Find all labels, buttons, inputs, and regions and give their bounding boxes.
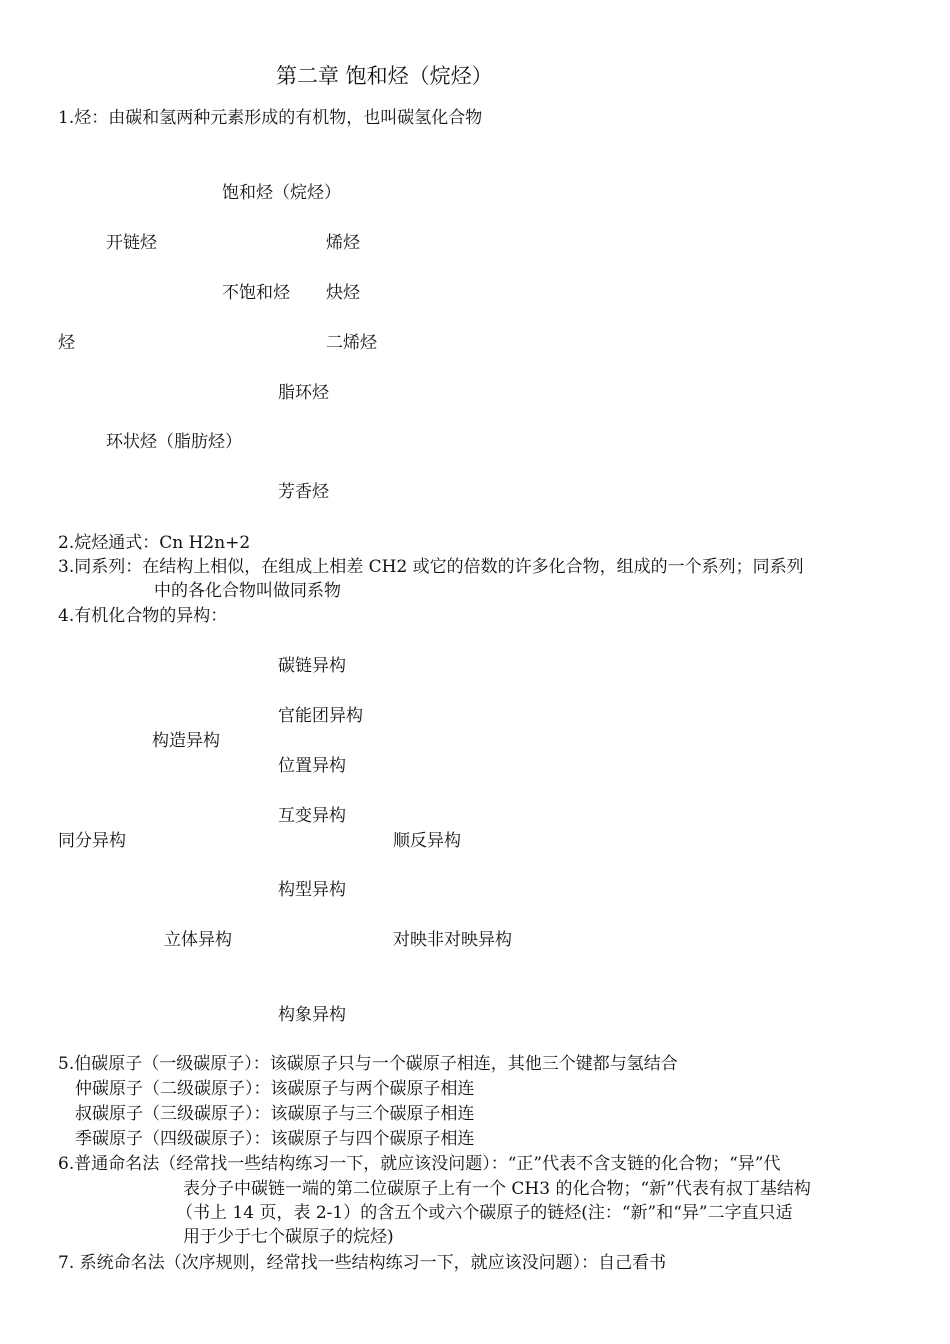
tree1-aromatic: 芳香烃 (278, 482, 329, 502)
tree2-stereo: 立体异构 (164, 930, 232, 950)
section-7-systematic-nomenclature: 7. 系统命名法（次序规则，经常找一些结构练习一下，就应该没问题）：自己看书 (58, 1253, 667, 1273)
section-6-line-2: 表分子中碳链一端的第二位碳原子上有一个 CH3 的化合物；“新”代表有叔丁基结构 (183, 1179, 811, 1199)
tree2-configuration: 构型异构 (278, 880, 346, 900)
tree1-root: 烃 (58, 333, 75, 353)
section-4-isomerism: 4.有机化合物的异构： (58, 606, 228, 626)
section-3-continuation: 中的各化合物叫做同系物 (154, 581, 341, 601)
tree2-cis-trans: 顺反异构 (393, 831, 461, 851)
page-title: 第二章 饱和烃（烷烃） (276, 64, 493, 88)
section-3-homologous-series: 3.同系列：在结构上相似，在组成上相差 CH2 或它的倍数的许多化合物，组成的一个系列；同系列 (58, 557, 804, 577)
tree1-saturated: 饱和烃（烷烃） (222, 183, 341, 203)
tree2-position: 位置异构 (278, 756, 346, 776)
tree2-constitutional: 构造异构 (152, 731, 220, 751)
section-1-hydrocarbon-definition: 1.烃：由碳和氢两种元素形成的有机物，也叫碳氢化合物 (58, 108, 483, 128)
tree1-alicyclic: 脂环烃 (278, 383, 329, 403)
tree1-alkene: 烯烃 (326, 233, 360, 253)
section-6-line-3: （书上 14 页，表 2-1）的含五个或六个碳原子的链烃(注：“新”和“异”二字直只适 (176, 1203, 793, 1223)
tree1-open-chain: 开链烃 (106, 233, 157, 253)
tree1-cyclic: 环状烃（脂肪烃） (106, 432, 242, 452)
section-2-general-formula: 2.烷烃通式：Cn H2n+2 (58, 533, 251, 553)
tree2-functional-group: 官能团异构 (278, 706, 363, 726)
section-5-primary-carbon: 5.伯碳原子（一级碳原子）：该碳原子只与一个碳原子相连，其他三个键都与氢结合 (58, 1054, 678, 1074)
tree1-unsaturated: 不饱和烃 (222, 283, 290, 303)
tree2-conformation: 构象异构 (278, 1005, 346, 1025)
tree2-enantiomer: 对映非对映异构 (393, 930, 512, 950)
section-6-line-4: 用于少于七个碳原子的烷烃) (183, 1227, 394, 1247)
tree2-carbon-chain: 碳链异构 (278, 656, 346, 676)
section-5-tertiary-carbon: 叔碳原子（三级碳原子）：该碳原子与三个碳原子相连 (75, 1104, 475, 1124)
tree2-root: 同分异构 (58, 831, 126, 851)
section-5-quaternary-carbon: 季碳原子（四级碳原子）：该碳原子与四个碳原子相连 (75, 1129, 475, 1149)
tree1-alkyne: 炔烃 (326, 283, 360, 303)
tree2-tautomer: 互变异构 (278, 806, 346, 826)
tree1-diene: 二烯烃 (326, 333, 377, 353)
section-5-secondary-carbon: 仲碳原子（二级碳原子）：该碳原子与两个碳原子相连 (75, 1079, 475, 1099)
section-6-common-nomenclature: 6.普通命名法（经常找一些结构练习一下，就应该没问题）：“正”代表不含支链的化合物；“异”代 (58, 1154, 781, 1174)
